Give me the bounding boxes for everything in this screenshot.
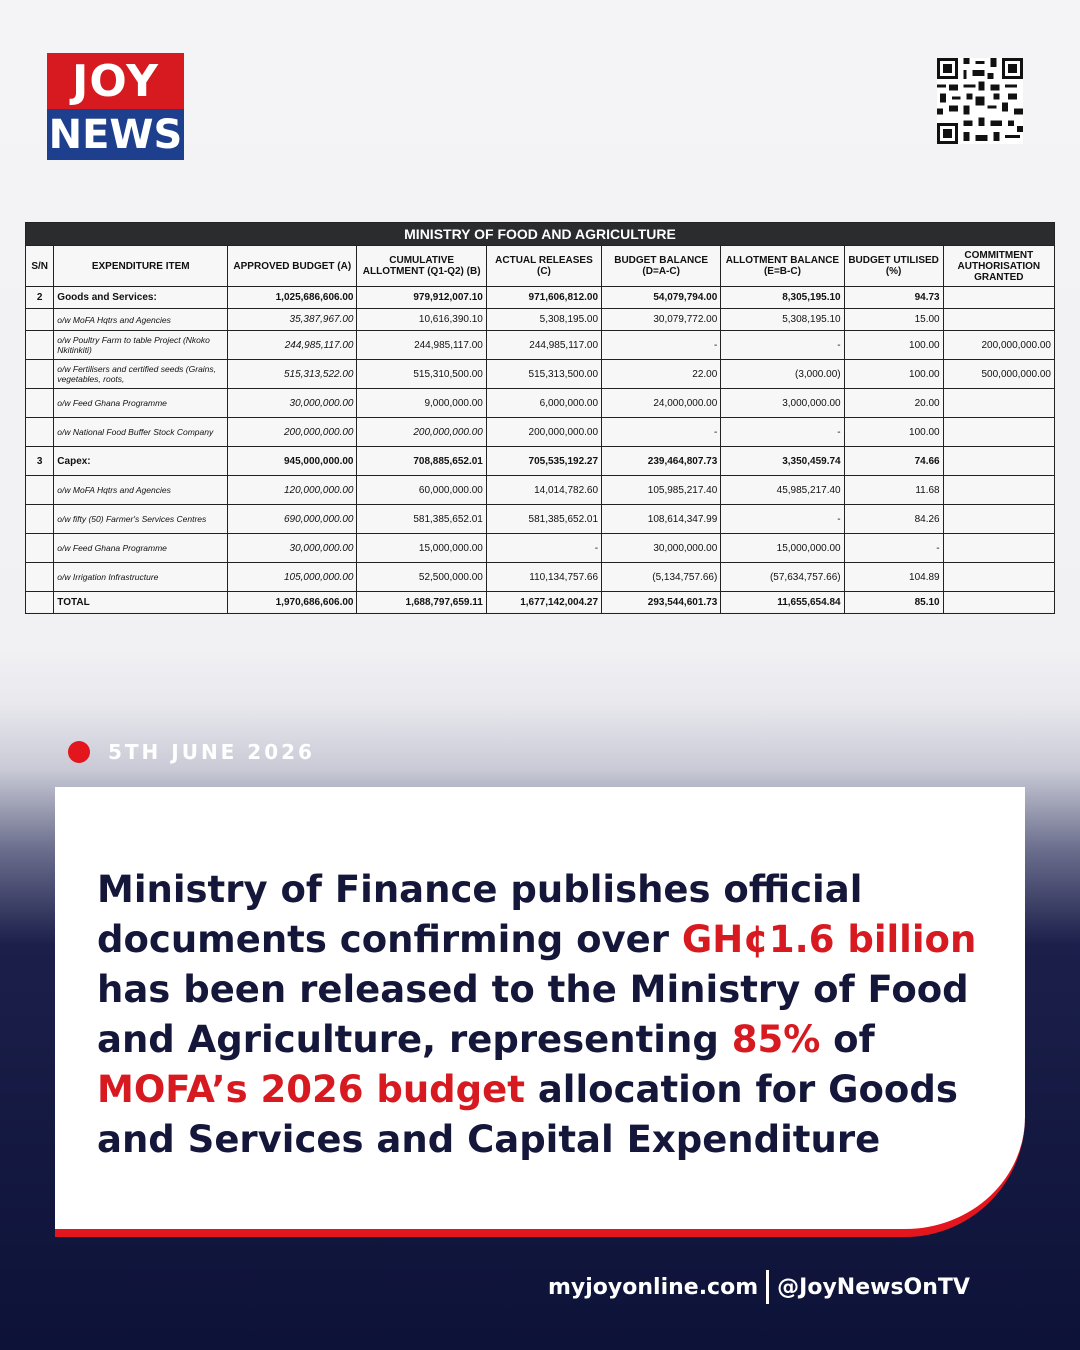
qr-code-icon: [937, 58, 1023, 144]
col-item: EXPENDITURE ITEM: [54, 246, 228, 287]
table-row: o/w Feed Ghana Programme 30,000,000.00 9,000,000.00 6,000,000.00 24,000,000.00 3,000,000.00 20.00: [26, 389, 1055, 418]
table-row: o/w Feed Ghana Programme 30,000,000.00 15,000,000.00 - 30,000,000.00 15,000,000.00 -: [26, 534, 1055, 563]
publish-date: [68, 740, 315, 764]
col-allotment: CUMULATIVE ALLOTMENT (Q1-Q2) (B): [357, 246, 486, 287]
col-allotment-balance: ALLOTMENT BALANCE (E=B-C): [721, 246, 844, 287]
col-commitment: COMMITMENT AUTHORISATION GRANTED: [943, 246, 1054, 287]
footer: [548, 1270, 970, 1304]
table-row: 2 Goods and Services: 1,025,686,606.00 979,912,007.10 971,606,812.00 54,079,794.00 8,305,195.10 94.73: [26, 287, 1055, 309]
logo-joy: JOY: [47, 53, 184, 109]
col-approved: APPROVED BUDGET (A): [228, 246, 357, 287]
table-row: o/w MoFA Hqtrs and Agencies 35,387,967.00 10,616,390.10 5,308,195.00 30,079,772.00 5,308,195.10 15.00: [26, 309, 1055, 331]
table-row: o/w Poultry Farm to table Project (Nkoko Nkitinkiti) 244,985,117.00 244,985,117.00 244,985,117.00 - - 100.00 200,000,000.00: [26, 331, 1055, 360]
date-text: 5TH JUNE 2026: [108, 740, 315, 764]
table-row: o/w Irrigation Infrastructure 105,000,000.00 52,500,000.00 110,134,757.66 (5,134,757.66) (57,634,757.66) 104.89: [26, 563, 1055, 592]
highlight-amount: GH¢1.6 billion: [681, 918, 977, 961]
social-handle[interactable]: @JoyNewsOnTV: [777, 1274, 970, 1300]
col-releases: ACTUAL RELEASES (C): [486, 246, 601, 287]
headline: Ministry of Finance publishes official documents confirming over GH¢1.6 billion has been released to the Ministry of Food and Agriculture, representing 85% of MOFA’s 2026 budget allocation for Goods and Services and Capital Expenditure: [97, 868, 977, 1161]
table-row: o/w Fertilisers and certified seeds (Grains, vegetables, roots, 515,313,522.00 515,310,500.00 515,313,500.00 22.00 (3,000.00) 100.00 500,000,000.00: [26, 360, 1055, 389]
table-row: 3 Capex: 945,000,000.00 708,885,652.01 705,535,192.27 239,464,807.73 3,350,459.74 74.66: [26, 447, 1055, 476]
table-title: MINISTRY OF FOOD AND AGRICULTURE: [26, 223, 1055, 246]
red-dot-icon: [68, 741, 90, 763]
website-link[interactable]: myjoyonline.com: [548, 1274, 759, 1300]
logo-news: NEWS: [47, 109, 184, 160]
col-utilised: BUDGET UTILISED (%): [844, 246, 943, 287]
joynews-logo: [47, 53, 184, 160]
headline-card: [55, 787, 1025, 1237]
col-sn: S/N: [26, 246, 54, 287]
table-row: o/w MoFA Hqtrs and Agencies 120,000,000.00 60,000,000.00 14,014,782.60 105,985,217.40 45,985,217.40 11.68: [26, 476, 1055, 505]
budget-document: [25, 222, 1055, 612]
col-budget-balance: BUDGET BALANCE (D=A-C): [602, 246, 721, 287]
budget-table: [25, 222, 1055, 614]
footer-divider: [766, 1270, 769, 1304]
highlight-budget: MOFA’s 2026 budget: [97, 1068, 525, 1111]
table-row: o/w National Food Buffer Stock Company 200,000,000.00 200,000,000.00 200,000,000.00 - - 100.00: [26, 418, 1055, 447]
highlight-percent: 85%: [731, 1018, 821, 1061]
table-row: o/w fifty (50) Farmer's Services Centres 690,000,000.00 581,385,652.01 581,385,652.01 108,614,347.99 - 84.26: [26, 505, 1055, 534]
table-total-row: TOTAL 1,970,686,606.00 1,688,797,659.11 1,677,142,004.27 293,544,601.73 11,655,654.84 85.10: [26, 592, 1055, 614]
